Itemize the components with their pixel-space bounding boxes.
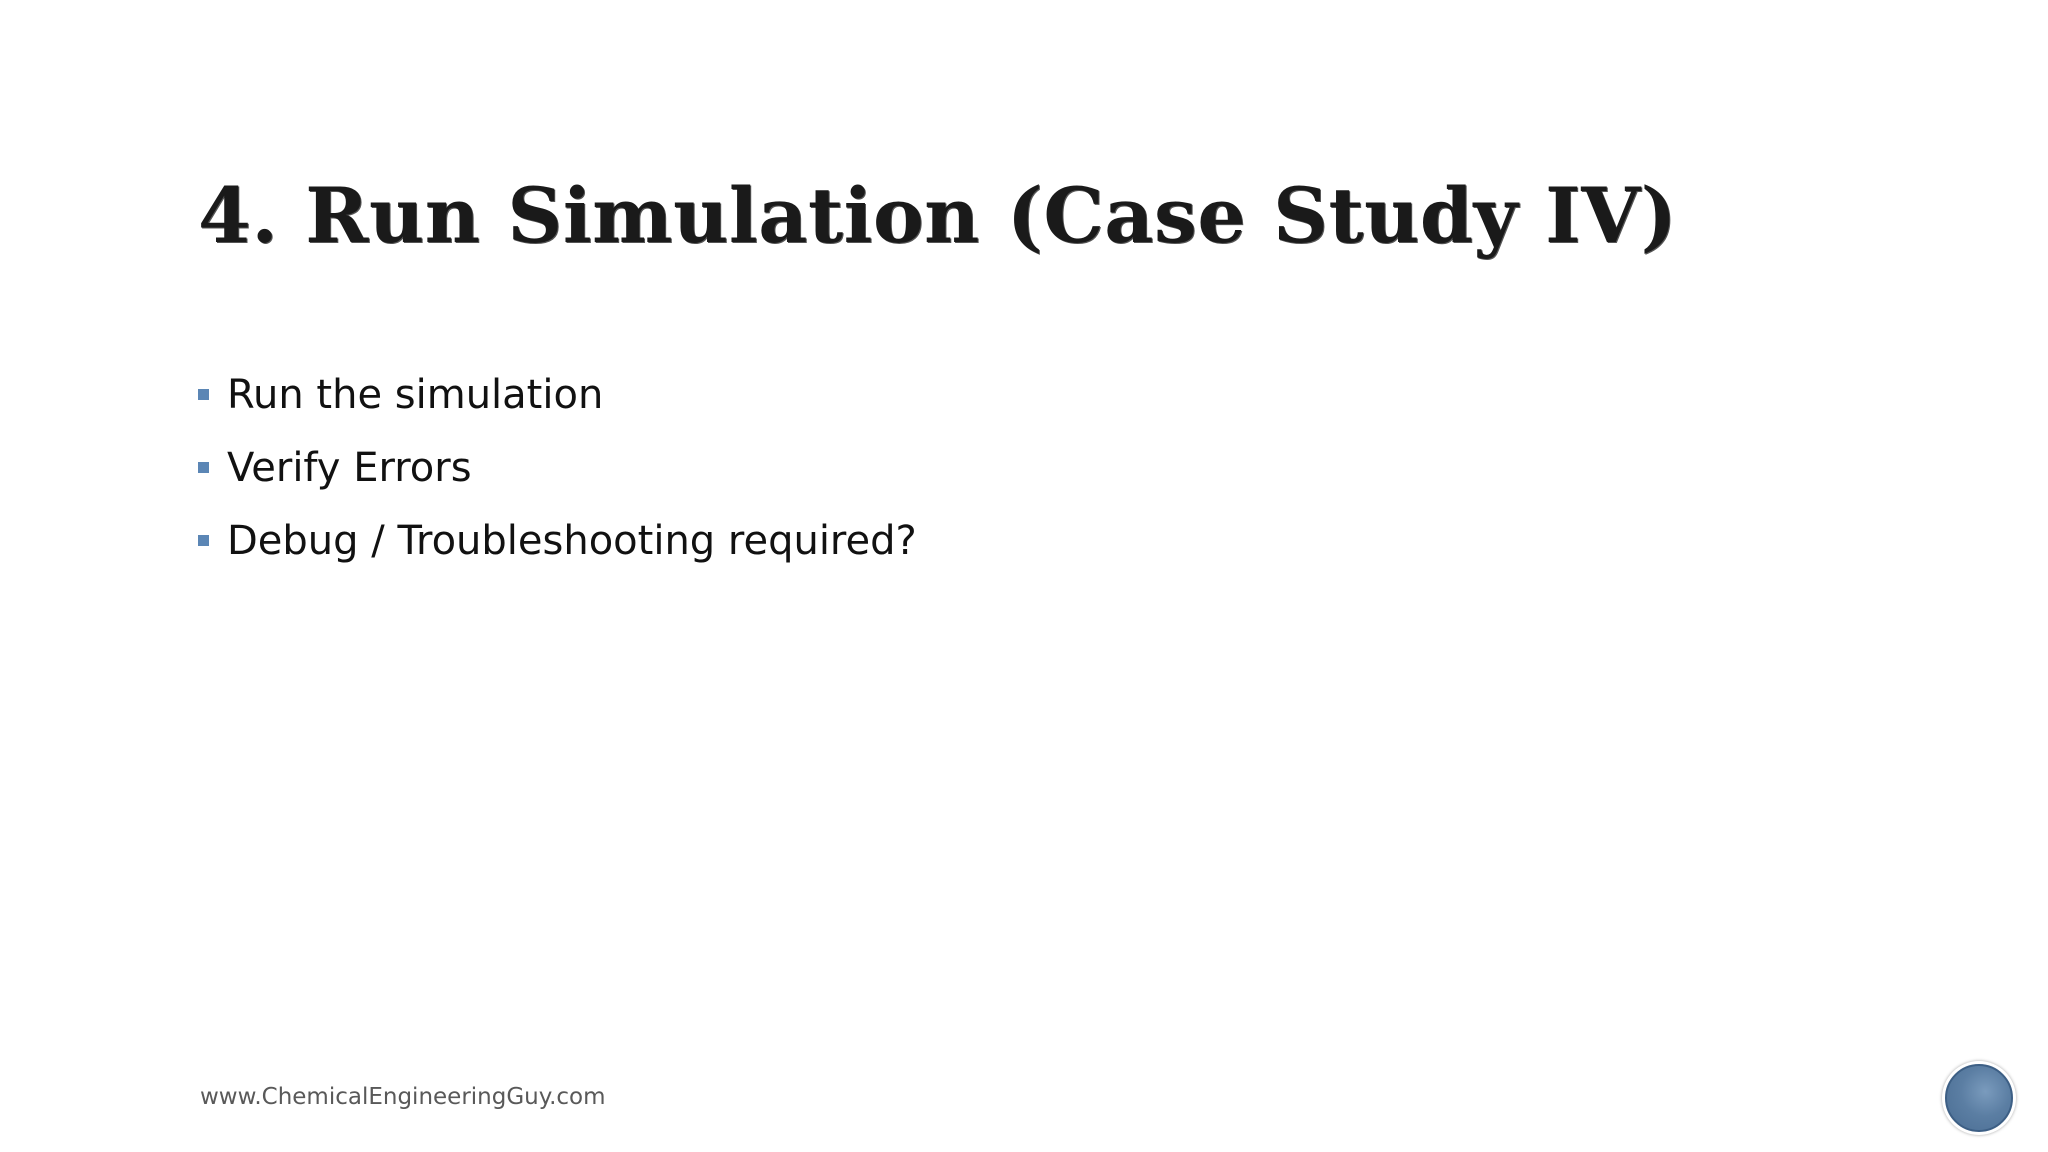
square-bullet-icon xyxy=(198,462,209,473)
bullet-text: Run the simulation xyxy=(227,371,604,418)
badge-inner xyxy=(1945,1064,2013,1132)
bullet-list xyxy=(198,358,917,577)
bullet-text: Debug / Troubleshooting required? xyxy=(227,517,917,564)
list-item xyxy=(198,358,917,431)
list-item xyxy=(198,504,917,577)
square-bullet-icon xyxy=(198,389,209,400)
circle-badge-icon xyxy=(1942,1061,2016,1135)
square-bullet-icon xyxy=(198,535,209,546)
slide-title: 4. Run Simulation (Case Study IV) xyxy=(198,171,1678,260)
footer-url: www.ChemicalEngineeringGuy.com xyxy=(200,1084,606,1110)
bullet-text: Verify Errors xyxy=(227,444,472,491)
list-item xyxy=(198,431,917,504)
